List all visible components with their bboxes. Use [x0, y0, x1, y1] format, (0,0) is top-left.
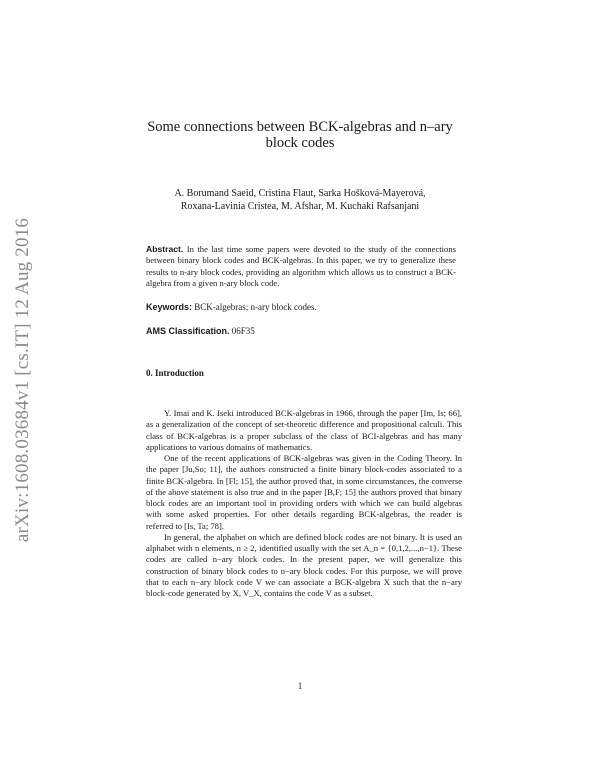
ams-label: AMS Classification.: [146, 326, 230, 336]
title-line-1: Some connections between BCK-algebras and n–ary: [147, 119, 453, 135]
paragraph-1: Y. Imai and K. Iseki introduced BCK-algebras in 1966, through the paper [Im, Is; 66], as a generalization of the concept of set-theoretic difference and propositional calculi. This class of BCK-algebras is a proper subclass of the class of BCI-algebras and has many applications to various domains of mathematics.: [146, 408, 462, 452]
abstract: [146, 244, 456, 290]
ams-code: 06F35: [231, 326, 255, 336]
paragraph-2: One of the recent applications of BCK-algebras was given in the Coding Theory. In the paper [Ju,So; 11], the authors constructed a finite binary block-codes associated to a finite BCK-algebra. In [Fl; 15], the author proved that, in some circumstances, the converse of the above statement is also true and in the paper [B,F; 15] the authors proved that binary block codes are an important tool in providing orders with which we can build algebras with some asked properties. For other details regarding BCK-algebras, the reader is referred to [Is, Ta; 78].: [146, 453, 462, 531]
title-line-2: block codes: [265, 135, 335, 151]
author-list: [140, 187, 460, 213]
paper-title: [140, 119, 460, 151]
authors-line-1: A. Borumand Saeid, Cristina Flaut, Sarka Hošková-Mayerová,: [174, 188, 426, 199]
section-heading: 0. Introduction: [146, 368, 204, 378]
keywords-text: BCK-algebras; n-ary block codes.: [194, 302, 317, 312]
page-number: 1: [297, 681, 303, 691]
abstract-label: Abstract.: [146, 244, 184, 254]
arxiv-sidebar: [8, 180, 38, 580]
authors-line-2: Roxana-Lavinia Cristea, M. Afshar, M. Kuchaki Rafsanjani: [180, 201, 420, 212]
keywords: [146, 302, 317, 312]
paragraph-3: In general, the alphabet on which are defined block codes are not binary. It is used an alphabet with n elements, n ≥ 2, identified usually with the set A_n = {0,1,2,...,n−1}. These codes are called n−ary block codes. In the present paper, we will generalize this construction of binary block codes to n−ary block codes. For this purpose, we will prove that to each n−ary block code V we can associate a BCK-algebra X such that the n−ary block-code generated by X, V_X, contains the code V as a subset.: [146, 531, 462, 598]
arxiv-identifier: arXiv:1608.03684v1 [cs.IT] 12 Aug 2016: [12, 217, 33, 543]
introduction-body: [146, 408, 462, 599]
keywords-label: Keywords:: [146, 302, 193, 312]
ams-classification: [146, 326, 255, 336]
abstract-text: In the last time some papers were devoted to the study of the connections between binary block codes and BCK-algebras. In this paper, we try to generalize these results to n-ary block codes, providing an algorithm which allows us to construct a BCK-algebra from a given n-ary block code.: [146, 244, 456, 289]
